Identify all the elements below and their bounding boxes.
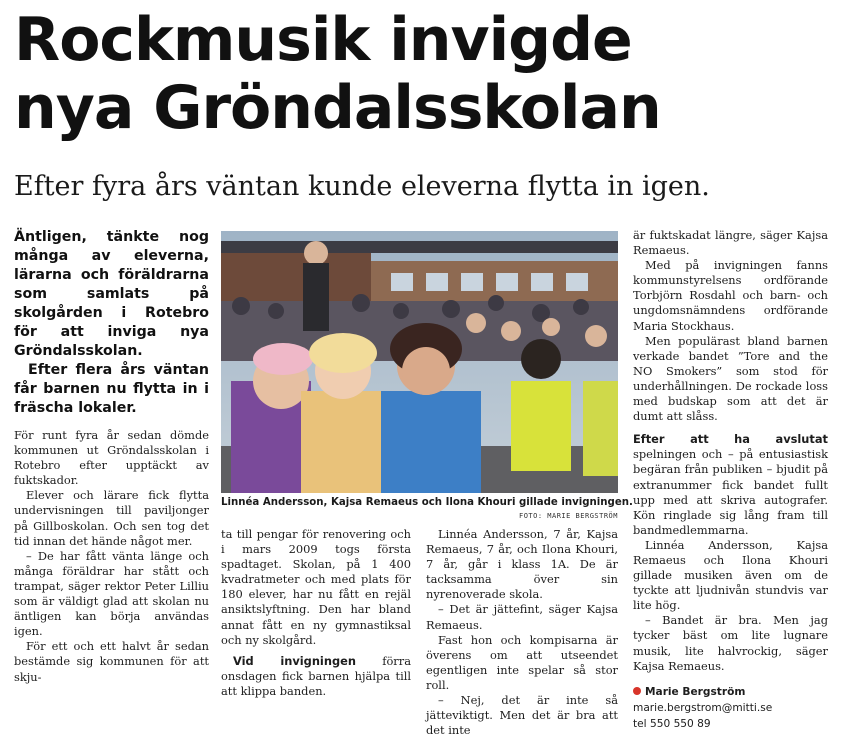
body-paragraph: För ett och ett halvt år sedan bestämde sig kommunen för att skju- xyxy=(14,639,209,684)
body-paragraph: – Det är jättefint, säger Kajsa Remaeus. xyxy=(426,602,618,632)
byline-name: Marie Bergström xyxy=(645,685,746,698)
body-paragraph: ta till pengar för renovering och i mars 2009 togs första spadtaget. Skolan, på 1 400 kvadratmeter och med plats för 180 elever, har nu fått en rejäl ansiktslyftning. Den har bland annat fått en ny gymnastiksal och ny skolgård. xyxy=(221,527,411,647)
photo-caption: Linnéa Andersson, Kajsa Remaeus och Ilona Khouri gillade invigningen. xyxy=(221,497,633,508)
article-photo xyxy=(221,231,618,493)
byline-dot-icon xyxy=(633,687,641,695)
column-4 xyxy=(633,228,828,732)
byline-phone: tel 550 550 89 xyxy=(633,717,711,730)
subhead-lead-in: Vid invigningen xyxy=(233,653,356,668)
byline xyxy=(633,684,828,732)
photo-illustration xyxy=(221,231,618,493)
body-paragraph xyxy=(633,432,828,538)
body-paragraph: Linnéa Andersson, 7 år, Kajsa Remaeus, 7 år, och Ilona Khouri, 7 år, går i klass 1A. De är tacksamma över sin nyrenoverade skola. xyxy=(426,527,618,602)
lead-paragraph-2: Efter flera års väntan får barnen nu flytta in i fräscha lokaler. xyxy=(14,362,209,416)
deck: Efter fyra års väntan kunde eleverna flytta in igen. xyxy=(14,171,710,202)
lead-paragraphs xyxy=(14,228,209,418)
subhead-rest: förra onsdagen fick barnen hjälpa till att klippa banden. xyxy=(221,653,411,698)
body-paragraph: Fast hon och kompisarna är överens om att utseendet egentligen inte spelar så stor roll. xyxy=(426,632,618,692)
headline xyxy=(14,6,834,142)
column-1 xyxy=(14,228,209,685)
headline-line-1: Rockmusik invigde xyxy=(14,5,632,75)
subhead-rest: spelningen och – på entusiastisk begäran från publiken – bjudit på extranummer fick bandet fullt upp med att skriva autografer. Kön ringlade sig lång fram till bandmedlemmarna. xyxy=(633,447,828,537)
byline-email[interactable]: marie.bergstrom@mitti.se xyxy=(633,701,773,714)
body-paragraph: – De har fått vänta länge och många föräldrar har stått och trampat, säger rektor Peter Lilliu som är väldigt glad att skolan nu äntligen kan börja användas igen. xyxy=(14,548,209,639)
column-3 xyxy=(426,527,618,738)
body-paragraph: är fuktskadat längre, säger Kajsa Remaeus. xyxy=(633,228,828,258)
headline-line-2: nya Gröndalsskolan xyxy=(14,73,661,143)
body-paragraph: – Nej, det är inte så jätteviktigt. Men det är bra att det inte xyxy=(426,693,618,738)
subhead-lead-in: Efter att ha avslutat xyxy=(633,432,828,447)
body-paragraph: – Bandet är bra. Men jag tycker bäst om lite lugnare musik, lite halvrockig, säger Kajsa Remaeus. xyxy=(633,613,828,673)
body-paragraph: Elever och lärare fick flytta undervisningen till paviljonger på Gillboskolan. Och sen tog det tid innan det hände något mer. xyxy=(14,488,209,548)
body-paragraph: Linnéa Andersson, Kajsa Remaeus och Ilona Khouri gillade musiken även om de tyckte att ljudnivån stundvis var lite hög. xyxy=(633,537,828,613)
body-paragraph: Men populärast bland barnen verkade bandet ”Tore and the NO Smokers” som stod för underhållningen. De rockade loss med budskap som att det är dumt att slåss. xyxy=(633,333,828,424)
lead-paragraph-1: Äntligen, tänkte nog många av eleverna, lärarna och föräldrarna som samlats på skolgården i Rotebro för att inviga nya Gröndalsskolan. xyxy=(14,229,209,359)
body-paragraph xyxy=(221,654,411,699)
body-paragraph: Med på invigningen fanns kommunstyrelsens ordförande Torbjörn Rosdahl och barn- och ungdomsnämndens ordförande Maria Stockhaus. xyxy=(633,258,828,333)
column-2 xyxy=(221,527,411,699)
photo-credit: FOTO: MARIE BERGSTRÖM xyxy=(518,512,618,520)
body-paragraph: För runt fyra år sedan dömde kommunen ut Gröndalsskolan i Rotebro efter upptäckt av fuktskador. xyxy=(14,428,209,488)
